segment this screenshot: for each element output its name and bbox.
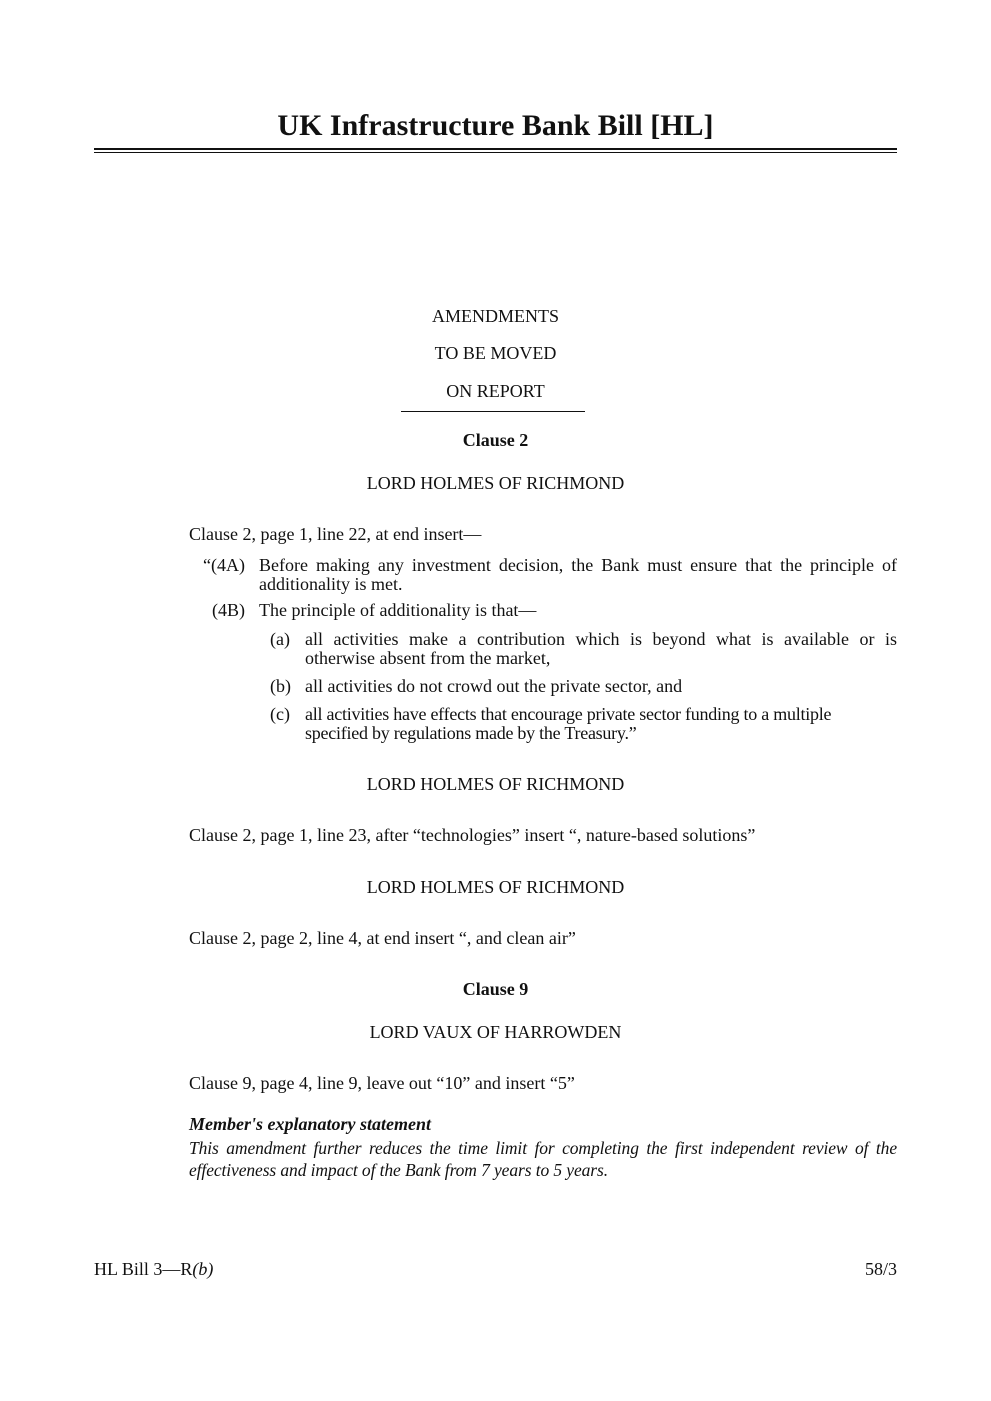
explanatory-statement-text: This amendment further reduces the time limit for completing the first independent review of the effectiveness and impact of the Bank from 7 years to 5 years. (189, 1138, 897, 1180)
clause-2-heading: Clause 2 (462, 430, 529, 450)
bill-reference-main: HL Bill 3—R (94, 1259, 193, 1279)
amendment-instruction: Clause 2, page 2, line 4, at end insert “, and clean air” (189, 928, 576, 948)
item-text-a: all activities make a contribution which is beyond what is available or is otherwise absent from the market, (305, 629, 897, 668)
member-name: LORD HOLMES OF RICHMOND (366, 774, 625, 794)
bill-title: UK Infrastructure Bank Bill [HL] (277, 109, 714, 142)
title-rule-thin (94, 152, 897, 153)
member-name: LORD HOLMES OF RICHMOND (366, 473, 625, 493)
member-name: LORD VAUX OF HARROWDEN (369, 1022, 622, 1042)
bill-reference-suffix: (b) (192, 1259, 214, 1279)
heading-rule (401, 411, 585, 412)
title-rule-thick (94, 148, 897, 150)
item-text-c: all activities have effects that encourage private sector funding to a multiple specified by regulations made by the Treasury.” (305, 704, 832, 743)
bill-reference (94, 1260, 213, 1279)
item-label-b: (b) (270, 676, 291, 696)
amendment-instruction: Clause 9, page 4, line 9, leave out “10” and insert “5” (189, 1073, 575, 1093)
heading-amendments: AMENDMENTS (431, 306, 559, 326)
member-name: LORD HOLMES OF RICHMOND (366, 877, 625, 897)
explanatory-statement-heading: Member's explanatory statement (189, 1114, 431, 1134)
subsection-number-4b: (4B) (212, 600, 245, 620)
item-text-b: all activities do not crowd out the private sector, and (305, 676, 683, 696)
subsection-text-4a: Before making any investment decision, the Bank must ensure that the principle of additionality is met. (259, 555, 897, 594)
item-label-c: (c) (270, 704, 290, 724)
heading-on-report: ON REPORT (446, 381, 545, 401)
page-reference: 58/3 (864, 1259, 897, 1279)
amendment-instruction: Clause 2, page 1, line 23, after “technologies” insert “, nature-based solutions” (189, 825, 756, 845)
clause-9-heading: Clause 9 (462, 979, 529, 999)
subsection-number-4a: “(4A) (203, 555, 245, 575)
amendment-instruction: Clause 2, page 1, line 22, at end insert— (189, 524, 482, 544)
item-label-a: (a) (270, 629, 290, 649)
subsection-text-4b: The principle of additionality is that— (259, 600, 537, 620)
heading-to-be-moved: TO BE MOVED (434, 343, 557, 363)
